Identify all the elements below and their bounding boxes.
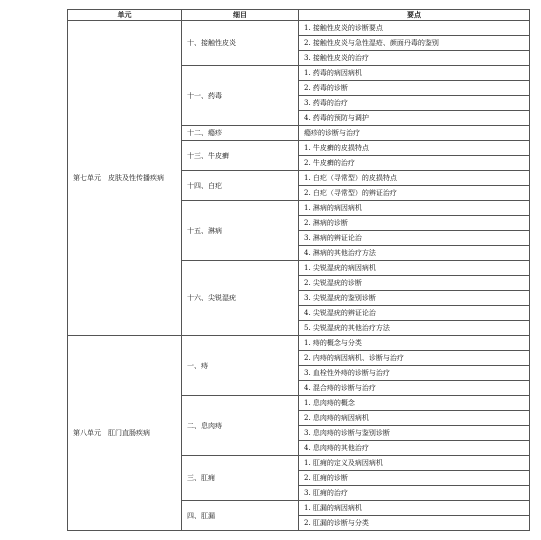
header-point: 要点 [299,10,530,21]
point-cell: 3. 血栓性外痔的诊断与治疗 [299,366,530,381]
point-cell: 1. 淋病的病因病机 [299,201,530,216]
point-cell: 4. 药毒的预防与调护 [299,111,530,126]
point-cell: 1. 肛痈的定义及病因病机 [299,456,530,471]
point-cell: 2. 接触性皮炎与急性湿疮、颜面丹毒的鉴别 [299,36,530,51]
item-cell: 十四、白疕 [182,171,299,201]
item-cell: 十五、淋病 [182,201,299,261]
point-cell: 5. 尖锐湿疣的其他治疗方法 [299,321,530,336]
point-cell: 3. 淋病的辨证论治 [299,231,530,246]
item-cell: 一、痔 [182,336,299,396]
point-cell: 2. 白疕（寻常型）的辨证治疗 [299,186,530,201]
unit-cell: 第七单元 皮肤及性传播疾病 [68,21,182,336]
table-row [68,336,530,351]
point-cell: 2. 肛漏的诊断与分类 [299,516,530,531]
item-cell: 十、接触性皮炎 [182,21,299,66]
table-row [68,21,530,36]
header-item: 细目 [182,10,299,21]
point-cell: 2. 牛皮癣的治疗 [299,156,530,171]
point-cell: 2. 肛痈的诊断 [299,471,530,486]
item-cell: 二、息肉痔 [182,396,299,456]
header-unit: 单元 [68,10,182,21]
point-cell: 4. 混合痔的诊断与治疗 [299,381,530,396]
item-cell: 十一、药毒 [182,66,299,126]
point-cell: 2. 息肉痔的病因病机 [299,411,530,426]
item-cell: 四、肛漏 [182,501,299,531]
point-cell: 1. 痔的概念与分类 [299,336,530,351]
point-cell: 4. 息肉痔的其他治疗 [299,441,530,456]
point-cell: 2. 药毒的诊断 [299,81,530,96]
header-row [68,10,530,21]
table-body [68,21,530,531]
point-cell: 1. 肛漏的病因病机 [299,501,530,516]
item-cell: 三、肛痈 [182,456,299,501]
point-cell: 3. 接触性皮炎的治疗 [299,51,530,66]
syllabus-table [67,9,530,531]
point-cell: 3. 肛痈的治疗 [299,486,530,501]
point-cell: 1. 药毒的病因病机 [299,66,530,81]
item-cell: 十六、尖锐湿疣 [182,261,299,336]
point-cell: 2. 内痔的病因病机、诊断与治疗 [299,351,530,366]
point-cell: 1. 尖锐湿疣的病因病机 [299,261,530,276]
point-cell: 2. 尖锐湿疣的诊断 [299,276,530,291]
item-cell: 十三、牛皮癣 [182,141,299,171]
point-cell: 3. 息肉痔的诊断与鉴别诊断 [299,426,530,441]
point-cell: 3. 尖锐湿疣的鉴别诊断 [299,291,530,306]
point-cell: 3. 药毒的治疗 [299,96,530,111]
point-cell: 1. 接触性皮炎的诊断要点 [299,21,530,36]
point-cell: 4. 尖锐湿疣的辨证论治 [299,306,530,321]
point-cell: 1. 息肉痔的概念 [299,396,530,411]
unit-cell: 第八单元 肛门直肠疾病 [68,336,182,531]
point-cell: 4. 淋病的其他治疗方法 [299,246,530,261]
point-cell: 2. 淋病的诊断 [299,216,530,231]
point-cell: 瘾疹的诊断与治疗 [299,126,530,141]
point-cell: 1. 白疕（寻常型）的皮损特点 [299,171,530,186]
point-cell: 1. 牛皮癣的皮损特点 [299,141,530,156]
item-cell: 十二、瘾疹 [182,126,299,141]
